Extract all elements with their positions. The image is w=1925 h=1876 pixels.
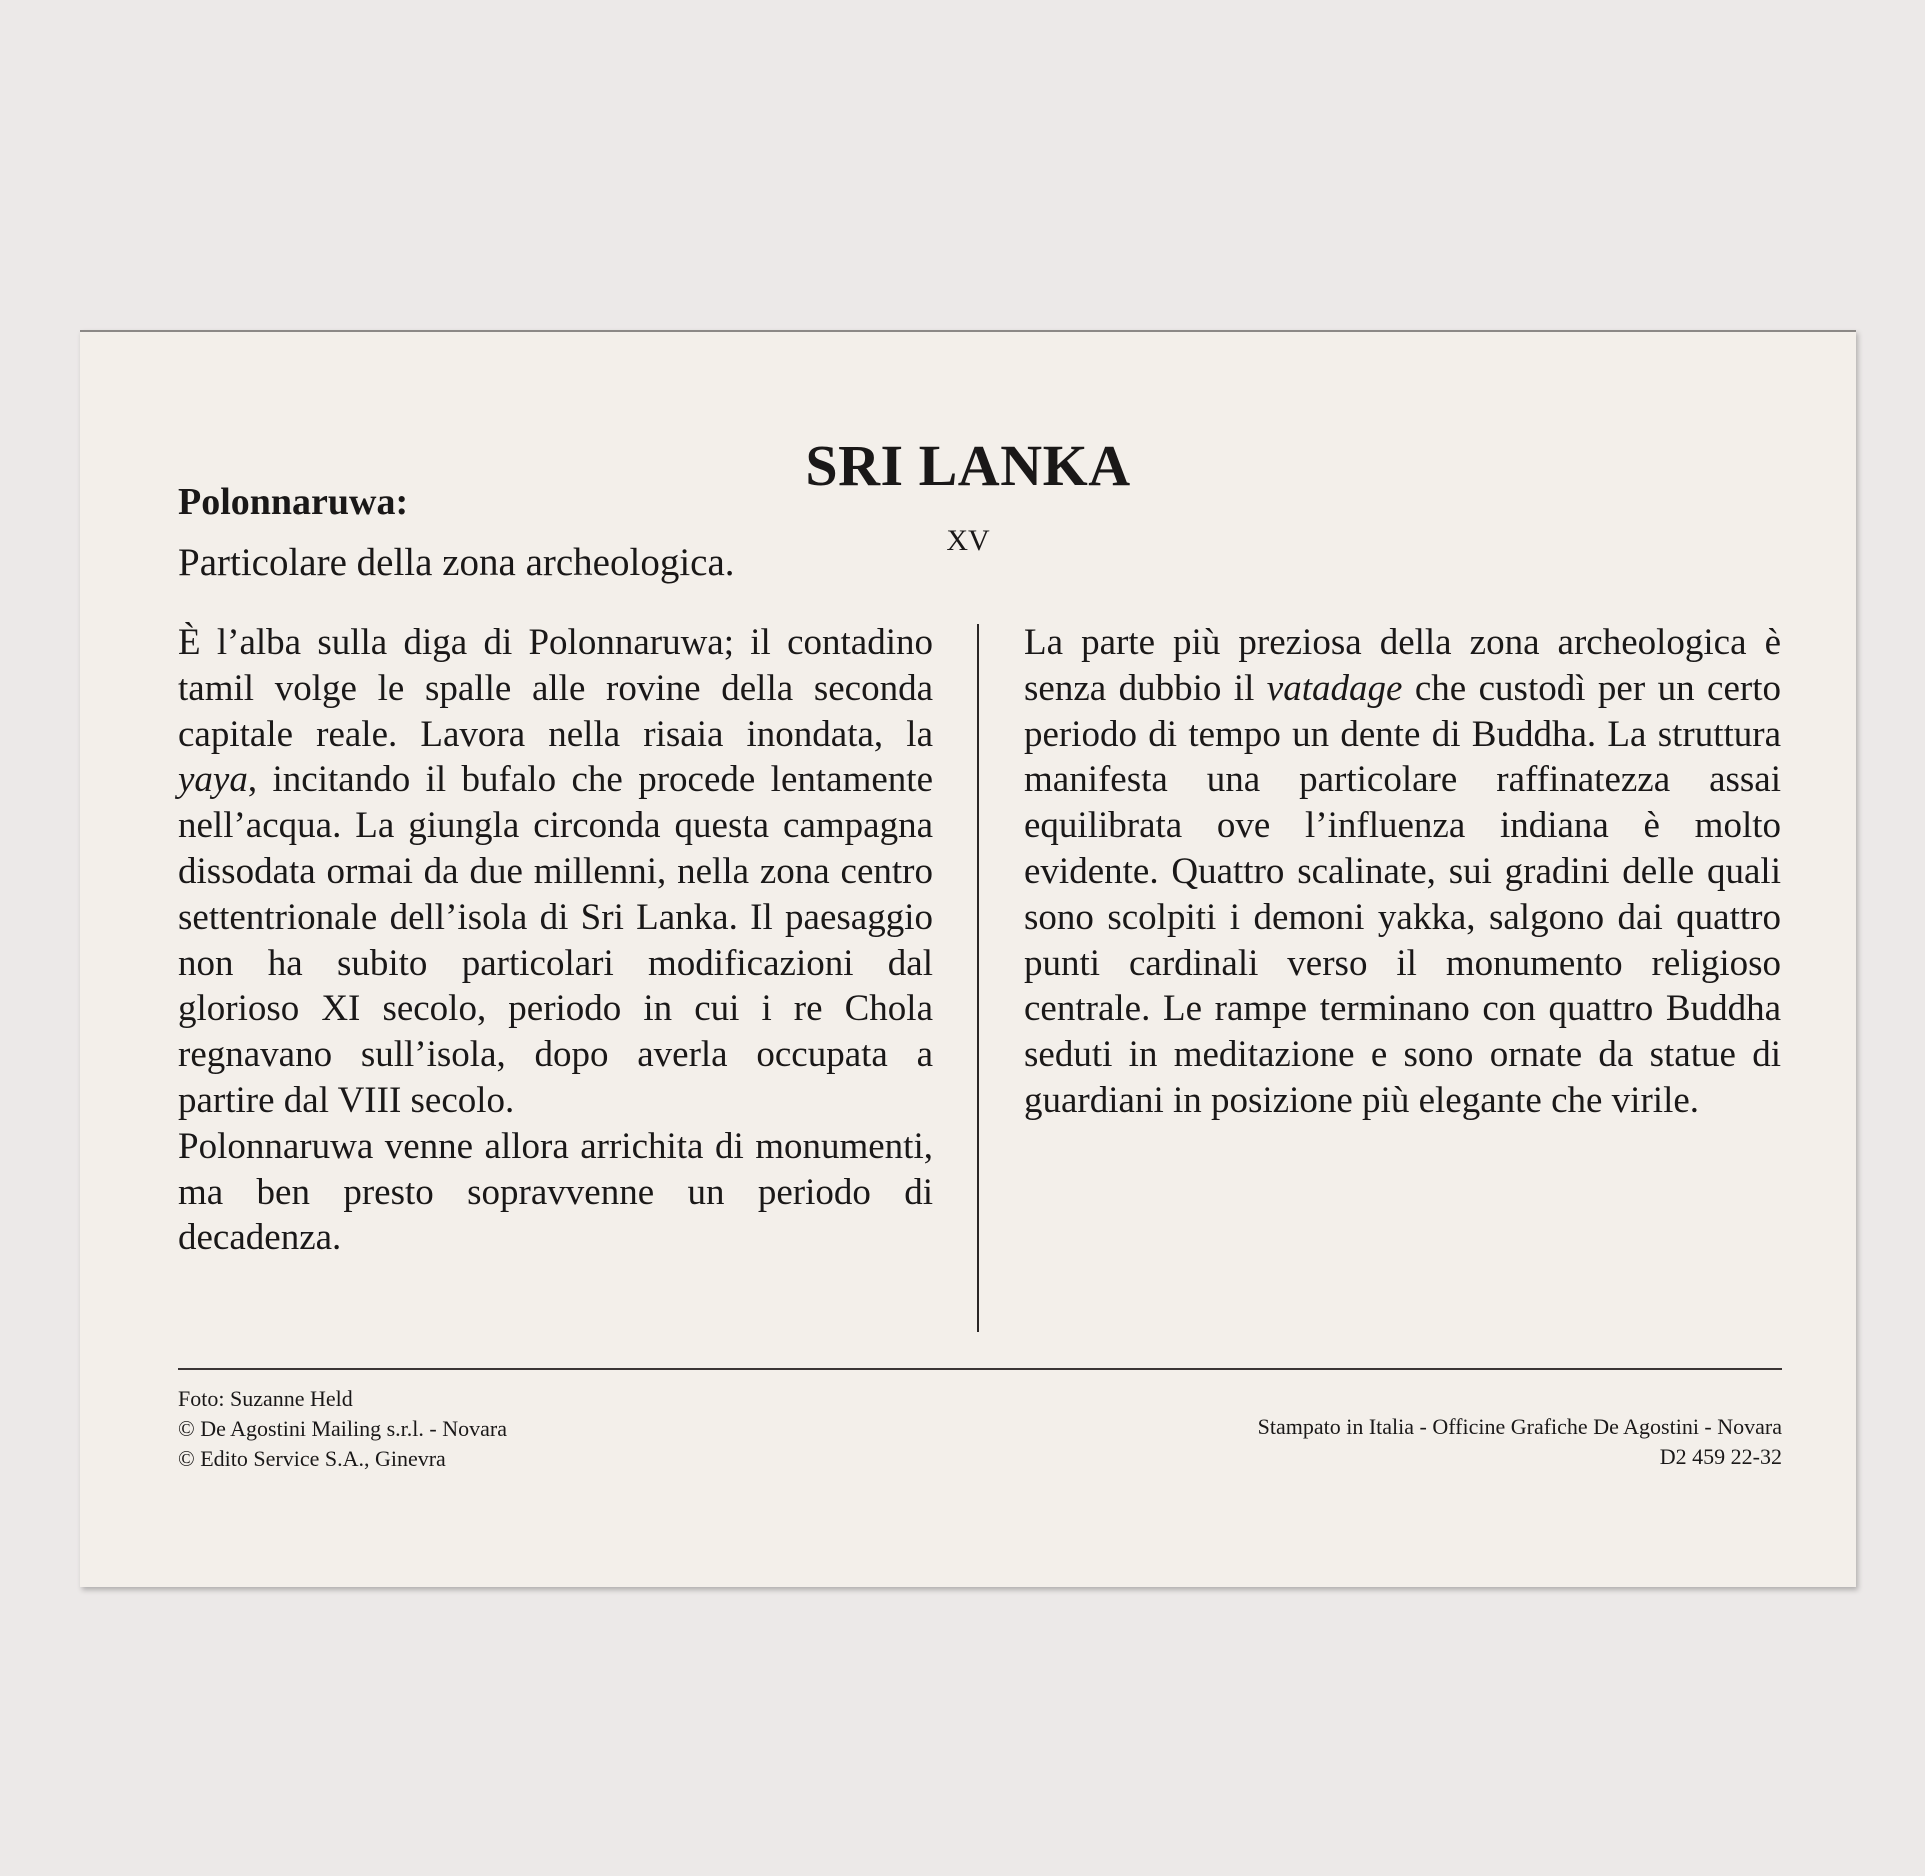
right-p1-italic: vatadage — [1266, 667, 1403, 709]
left-p1-text-b: , incitando il bufalo che procede lentamente nell’acqua. La giungla circonda questa campagna dissodata ormai da due millenni, nella zona centro settentrionale dell’isola di Sri Lanka. Il paesaggio non ha subito particolari modificazioni dal glorioso XI secolo, periodo in cui i re Chola regnavano sull’isola, dopo averla occupata a partire dal VIII secolo. — [178, 759, 933, 1121]
copyright-line-2: © Edito Service S.A., Ginevra — [178, 1446, 446, 1471]
credits-block — [178, 1384, 507, 1474]
left-paragraph-2: Polonnaruwa venne allora arrichita di monumenti, ma ben presto sopravvenne un periodo di decadenza. — [178, 1125, 933, 1259]
right-paragraph-1 — [1024, 620, 1781, 1124]
column-divider — [977, 624, 979, 1332]
copyright-line-1: © De Agostini Mailing s.r.l. - Novara — [178, 1416, 507, 1441]
card-number: XV — [946, 524, 990, 557]
postcard-back — [80, 330, 1856, 1587]
left-paragraph-1 — [178, 620, 933, 1124]
product-code: D2 459 22-32 — [1659, 1444, 1782, 1469]
footer-divider — [178, 1368, 1782, 1370]
printed-in: Stampato in Italia - Officine Grafiche De Agostini - Novara — [1257, 1414, 1782, 1439]
right-text-column — [1024, 620, 1781, 1124]
right-p1-text-b: che custodì per un certo periodo di tempo un dente di Buddha. La struttura manifesta una particolare raffinatezza assai equilibrata ove l’influenza indiana è molto evidente. Quattro scalinate, sui gradini delle quali sono scolpiti i demoni yakka, salgono dai quattro punti cardinali verso il monumento religioso centrale. Le rampe terminano con quattro Buddha seduti in meditazione e sono ornate da statue di guardiani in posizione più elegante che virile. — [1024, 667, 1781, 1121]
right-p1-text-a: La parte più preziosa della zona archeologica è senza dubbio il — [1024, 622, 1781, 709]
left-p1-italic: yaya — [178, 759, 248, 801]
left-text-column — [178, 620, 933, 1261]
card-title: SRI LANKA — [805, 433, 1131, 498]
place-name: Polonnaruwa: — [178, 481, 409, 523]
printer-block — [1258, 1412, 1782, 1472]
photo-credit: Foto: Suzanne Held — [178, 1386, 353, 1411]
photo-caption: Particolare della zona archeologica. — [178, 541, 735, 584]
left-p1-text-a: È l’alba sulla diga di Polonnaruwa; il contadino tamil volge le spalle alle rovine della seconda capitale reale. Lavora nella risaia inondata, la — [178, 622, 933, 755]
